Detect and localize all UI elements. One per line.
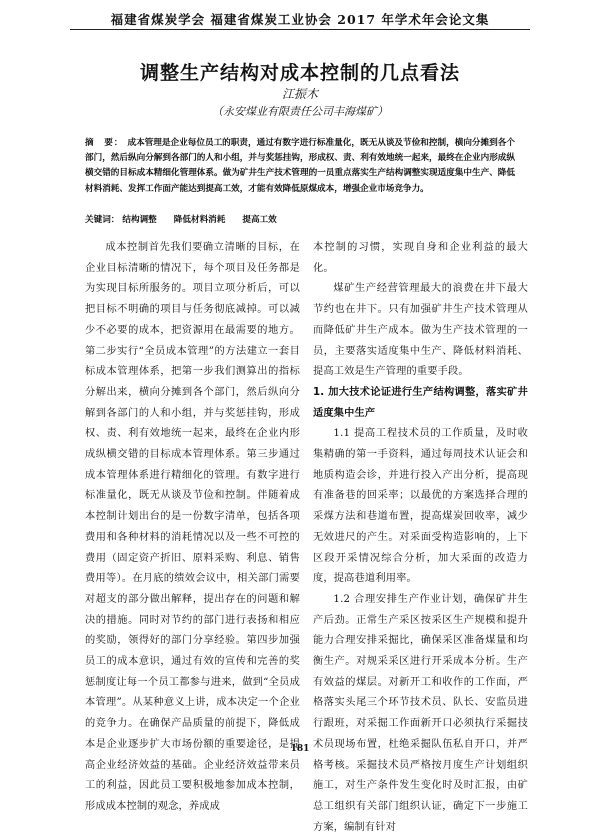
abstract-text: 成本管理是企业每位员工的职责，通过有数字进行标准量化，既无从谈及节俭和控制，横向分摊到各个部门，然后纵向分解到各部门的人和小组，并与奖惩挂钩，形成权、责、利有效地统一起来，最终在企业内形成纵横交错的目标成本精细化管理体系。做为矿井生产技术管理的一员重点落实生产结构调整实现适度集中生产、降低材料消耗、发挥工作面产能达到提高工效，才能有效降低原煤成本，增强企业市场竞争力。 [85, 138, 515, 194]
keywords [85, 213, 515, 225]
body-paragraph: 1.2 合理安排生产作业计划，确保矿井生产后劲。正常生产采区按采区生产规模和提升能力合理安排采掘比，确保采区准备煤量和均衡生产。对规采采区进行开采成本分析。生产有效益的煤层。对新开工和收作的工作面，严格落实头尾三个环节技术员、队长、安监员进行跟班，对采掘工作面新开口必须执行采掘技术员现场布置，杜绝采掘队伍私自开口，并严格考核。采掘技术员严格按月度生产计划组织施工，对生产条件发生变化时及时汇报，由矿总工组织有关部门组织认证，确定下一步施工方案，编制有针对 [313, 593, 528, 833]
section-heading: 1. 加大技术论证进行生产结构调整，落实矿井适度集中生产 [313, 386, 528, 419]
running-head: 福建省煤炭学会 福建省煤炭工业协会 2017 年学术年会论文集 [110, 12, 490, 27]
body-paragraph: 煤矿生产经营管理最大的浪费在井下最大节约也在井下。只有加强矿井生产技术管理从而降低矿井生产成本。做为生产技术管理的一员，主要落实适度集中生产、降低材料消耗、提高工效是生产管理的重要手段。 [313, 283, 528, 378]
header-rule [70, 29, 530, 30]
abstract-label: 摘 要： [85, 138, 124, 148]
left-column [85, 238, 300, 818]
keywords-label: 关键词： [85, 215, 120, 225]
keyword: 提高工效 [242, 215, 277, 225]
keyword: 结构调整 [122, 215, 157, 225]
body-paragraph: 成本控制首先我们要确立清晰的目标，在企业目标清晰的情况下，每个项目及任务都是为实现目标所服务的。项目立项分析后，可以把目标不明确的项目与任务彻底减掉。可以减少不必要的成本，把资源用在最需要的地方。第二步实行“全员成本管理”的方法建立一套目标成本管理体系，把第一步我们测算出的指标分解出来，横向分摊到各个部门，然后纵向分解到各部门的人和小组，并与奖惩挂钩，形成权、责、利有效地统一起来，最终在企业内形成纵横交错的目标成本管理体系。第三步通过成本管理体系进行精细化的管理。有数字进行标准量化，既无从谈及节俭和控制。伴随着成本控制计划出台的是一份数字清单，包括各项费用和各种材料的消耗情况以及一些不可控的费用（固定资产折旧、原料采购、利息、销售费用等）。在月底的绩效会议中，相关部门需要对超支的部分做出解释，提出存在的问题和解决的措施。同时对节约的部门进行表扬和相应的奖励，领得好的部门分享经验。第四步加强员工的成本意识，通过有效的宣传和完善的奖惩制度让每一个员工都参与进来，做到“全员成本管理”。从某种意义上讲，成本决定一个企业的竞争力。在确保产品质量的前提下，降低成本是企业逐步扩大市场份额的重要途径，是提高企业经济效益的基础。企业经济效益带来员工的利益，因此员工要积极地参加成本控制，形成成本控制的观念，养成成 [85, 242, 300, 812]
body-paragraph: 本控制的习惯，实现自身和企业利益的最大化。 [313, 242, 528, 274]
body-paragraph: 1.1 提高工程技术员的工作质量，及时收集精确的第一手资料，通过每周技术认证会和地质构造会诊，并进行投入产出分析，提高现有准备巷的回采率；以最优的方案选择合理的采煤方法和巷道布置，提高煤炭回收率，减少无效进尺的产生。对采面受构造影响的，上下区段开采情况综合分析，加大采面的改造力度，提高巷道利用率。 [313, 428, 528, 585]
article-title: 调整生产结构对成本控制的几点看法 [139, 62, 460, 84]
abstract [85, 136, 515, 197]
keyword: 降低材料消耗 [173, 215, 226, 225]
page-number: 181 [290, 744, 310, 754]
article-author: 江振木 [281, 87, 318, 101]
article-affiliation: （永安煤业有限责任公司丰海煤矿） [212, 105, 388, 118]
